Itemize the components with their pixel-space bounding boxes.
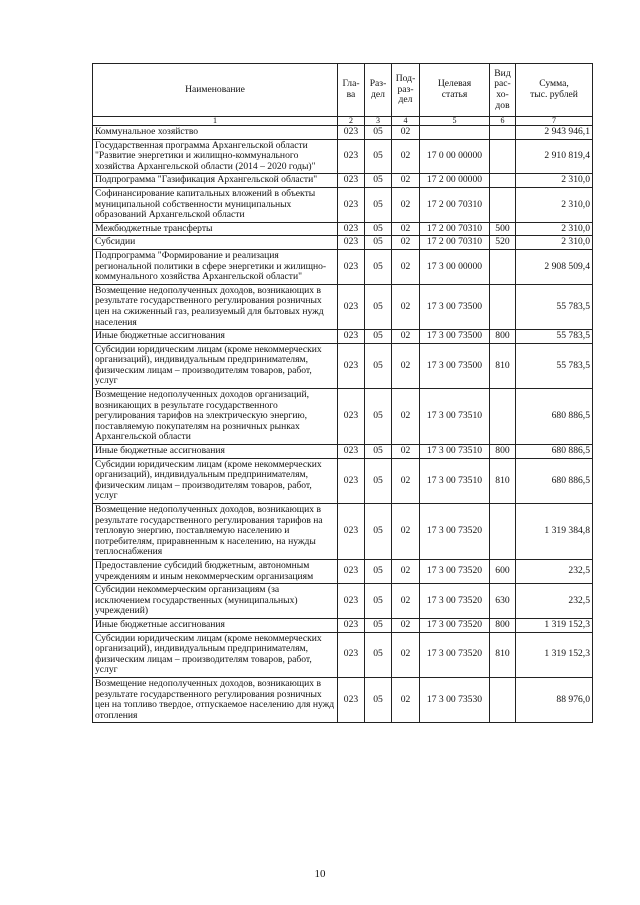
row-subsection: 02 [392,236,420,250]
table-row [93,126,593,140]
row-amount: 1 319 152,3 [516,618,593,632]
row-name: Возмещение недополученных доходов, возникающих в результате государственного регулирования розничных цен на сжиженный газ, реализуемый для бытовых нужд населения [93,284,338,329]
row-target-article: 17 3 00 73520 [420,504,490,560]
row-subsection: 02 [392,284,420,329]
row-name: Государственная программа Архангельской области "Развитие энергетики и жилищно-коммунального хозяйства Архангельской области (2014 – 2020 годы)" [93,139,338,174]
row-section: 05 [365,632,392,677]
table-row [93,284,593,329]
row-name: Предоставление субсидий бюджетным, автономным учреждениям и иным некоммерческим организациям [93,559,338,583]
row-expense-type [490,677,516,722]
column-number-row [93,117,593,126]
row-target-article: 17 2 00 70310 [420,236,490,250]
table-row [93,249,593,284]
row-name: Коммунальное хозяйство [93,126,338,140]
header-row [93,64,593,117]
row-expense-type: 800 [490,445,516,459]
row-target-article: 17 3 00 73500 [420,284,490,329]
row-target-article: 17 3 00 73500 [420,343,490,388]
row-target-article [420,126,490,140]
row-expense-type: 500 [490,222,516,236]
row-subsection: 02 [392,458,420,503]
table-row [93,222,593,236]
row-amount: 680 886,5 [516,445,593,459]
header-chapter: Гла- ва [338,64,365,117]
row-amount: 2 310,0 [516,187,593,222]
row-target-article: 17 2 00 70310 [420,222,490,236]
row-target-article: 17 3 00 73510 [420,458,490,503]
column-number: 7 [516,117,593,126]
header-name: Наименование [93,64,338,117]
row-section: 05 [365,343,392,388]
row-subsection: 02 [392,187,420,222]
row-target-article: 17 0 00 00000 [420,139,490,174]
row-amount: 1 319 384,8 [516,504,593,560]
row-amount: 2 908 509,4 [516,249,593,284]
row-amount: 232,5 [516,584,593,619]
table-row [93,632,593,677]
row-name: Субсидии юридическим лицам (кроме некоммерческих организаций), индивидуальным предпринимателям, физическим лицам – производителям товаров, работ, услуг [93,458,338,503]
row-chapter: 023 [338,618,365,632]
row-subsection: 02 [392,618,420,632]
row-chapter: 023 [338,236,365,250]
row-section: 05 [365,559,392,583]
row-amount: 232,5 [516,559,593,583]
row-name: Возмещение недополученных доходов, возникающих в результате государственного регулирования розничных цен на топливо твердое, отпускаемое населению для нужд отопления [93,677,338,722]
row-amount: 2 310,0 [516,236,593,250]
page-number: 10 [314,868,326,880]
row-expense-type [490,187,516,222]
row-chapter: 023 [338,677,365,722]
row-amount: 2 310,0 [516,174,593,188]
row-name: Субсидии некоммерческим организациям (за исключением государственных (муниципальных) учреждений) [93,584,338,619]
table-row [93,236,593,250]
row-subsection: 02 [392,389,420,445]
column-number: 2 [338,117,365,126]
row-subsection: 02 [392,126,420,140]
table-row [93,458,593,503]
row-subsection: 02 [392,559,420,583]
row-section: 05 [365,139,392,174]
header-target-article: Целевая статья [420,64,490,117]
column-number: 3 [365,117,392,126]
table-row [93,559,593,583]
row-amount: 55 783,5 [516,343,593,388]
row-name: Подпрограмма "Газификация Архангельской области" [93,174,338,188]
row-target-article: 17 2 00 00000 [420,174,490,188]
row-chapter: 023 [338,174,365,188]
row-name: Возмещение недополученных доходов, возникающих в результате государственного регулирования тарифов на тепловую энергию, поставляемую населению и потребителям, приравненным к населению, на нужды теплоснабжения [93,504,338,560]
row-expense-type: 520 [490,236,516,250]
row-section: 05 [365,222,392,236]
row-name: Межбюджетные трансферты [93,222,338,236]
row-subsection: 02 [392,222,420,236]
table-row [93,187,593,222]
row-amount: 2 943 946,1 [516,126,593,140]
row-expense-type: 600 [490,559,516,583]
row-section: 05 [365,504,392,560]
row-name: Иные бюджетные ассигнования [93,618,338,632]
row-target-article: 17 3 00 73520 [420,618,490,632]
table-row [93,584,593,619]
table-row [93,677,593,722]
row-amount: 55 783,5 [516,284,593,329]
row-subsection: 02 [392,677,420,722]
row-expense-type [490,139,516,174]
row-subsection: 02 [392,445,420,459]
column-number: 1 [93,117,338,126]
row-chapter: 023 [338,139,365,174]
row-chapter: 023 [338,584,365,619]
row-target-article: 17 3 00 73520 [420,632,490,677]
row-section: 05 [365,618,392,632]
row-name: Субсидии юридическим лицам (кроме некоммерческих организаций), индивидуальным предпринимателям, физическим лицам – производителям товаров, работ, услуг [93,343,338,388]
row-target-article: 17 3 00 73510 [420,389,490,445]
row-amount: 55 783,5 [516,330,593,344]
row-expense-type: 810 [490,458,516,503]
row-expense-type [490,126,516,140]
row-subsection: 02 [392,330,420,344]
row-target-article: 17 3 00 73520 [420,559,490,583]
column-number: 6 [490,117,516,126]
row-target-article: 17 3 00 73510 [420,445,490,459]
row-expense-type [490,504,516,560]
row-chapter: 023 [338,559,365,583]
table-row [93,504,593,560]
row-expense-type [490,249,516,284]
table-body [93,126,593,723]
row-chapter: 023 [338,632,365,677]
row-amount: 88 976,0 [516,677,593,722]
row-section: 05 [365,126,392,140]
row-name: Возмещение недополученных доходов организаций, возникающих в результате государственного регулирования тарифов на электрическую энергию, поставляемую покупателям на розничных рынках Архангельской области [93,389,338,445]
row-chapter: 023 [338,445,365,459]
row-amount: 2 310,0 [516,222,593,236]
header-subsection: Под- раз- дел [392,64,420,117]
row-name: Подпрограмма "Формирование и реализация региональной политики в сфере энергетики и жилищно-коммунального хозяйства Архангельской области" [93,249,338,284]
column-number: 4 [392,117,420,126]
column-number: 5 [420,117,490,126]
row-subsection: 02 [392,249,420,284]
table-row [93,174,593,188]
row-chapter: 023 [338,284,365,329]
row-name: Софинансирование капитальных вложений в объекты муниципальной собственности муниципальных образований Архангельской области [93,187,338,222]
row-subsection: 02 [392,504,420,560]
row-chapter: 023 [338,249,365,284]
row-expense-type: 800 [490,330,516,344]
row-chapter: 023 [338,187,365,222]
row-target-article: 17 3 00 00000 [420,249,490,284]
header-section: Раз- дел [365,64,392,117]
header-expense-type: Вид рас- хо- дов [490,64,516,117]
row-target-article: 17 2 00 70310 [420,187,490,222]
row-expense-type: 630 [490,584,516,619]
row-chapter: 023 [338,504,365,560]
row-name: Иные бюджетные ассигнования [93,445,338,459]
row-subsection: 02 [392,632,420,677]
row-chapter: 023 [338,389,365,445]
table-row [93,330,593,344]
row-name: Субсидии юридическим лицам (кроме некоммерческих организаций), индивидуальным предпринимателям, физическим лицам – производителям товаров, работ, услуг [93,632,338,677]
row-target-article: 17 3 00 73520 [420,584,490,619]
row-section: 05 [365,458,392,503]
table-row [93,343,593,388]
row-section: 05 [365,236,392,250]
row-expense-type [490,174,516,188]
table-row [93,139,593,174]
row-chapter: 023 [338,458,365,503]
header-amount: Сумма, тыс. рублей [516,64,593,117]
row-chapter: 023 [338,330,365,344]
row-section: 05 [365,330,392,344]
row-subsection: 02 [392,343,420,388]
row-target-article: 17 3 00 73530 [420,677,490,722]
table-row [93,445,593,459]
row-amount: 2 910 819,4 [516,139,593,174]
row-section: 05 [365,445,392,459]
row-subsection: 02 [392,139,420,174]
row-name: Субсидии [93,236,338,250]
row-chapter: 023 [338,222,365,236]
row-amount: 1 319 152,3 [516,632,593,677]
row-subsection: 02 [392,174,420,188]
row-amount: 680 886,5 [516,389,593,445]
row-expense-type: 810 [490,343,516,388]
budget-table [92,63,593,723]
row-section: 05 [365,284,392,329]
row-expense-type: 810 [490,632,516,677]
row-amount: 680 886,5 [516,458,593,503]
row-expense-type [490,284,516,329]
row-section: 05 [365,187,392,222]
row-expense-type [490,389,516,445]
row-chapter: 023 [338,126,365,140]
row-section: 05 [365,249,392,284]
row-name: Иные бюджетные ассигнования [93,330,338,344]
row-subsection: 02 [392,584,420,619]
row-section: 05 [365,584,392,619]
row-section: 05 [365,174,392,188]
row-section: 05 [365,389,392,445]
row-target-article: 17 3 00 73500 [420,330,490,344]
row-section: 05 [365,677,392,722]
row-chapter: 023 [338,343,365,388]
row-expense-type: 800 [490,618,516,632]
table-row [93,618,593,632]
table-row [93,389,593,445]
